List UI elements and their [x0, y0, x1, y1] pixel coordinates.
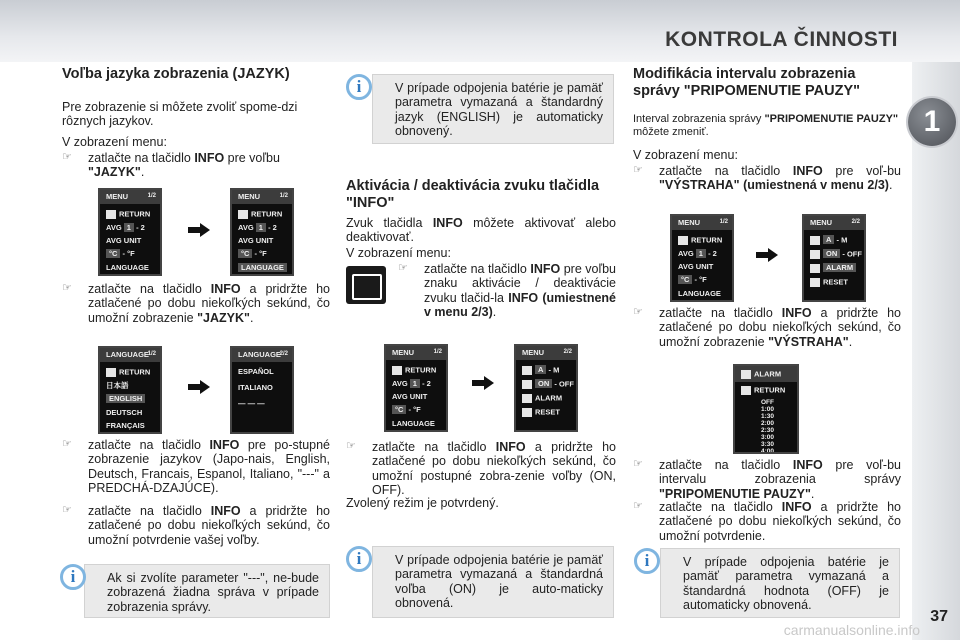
bullet-item: ☞ zatlačte na tlačidlo INFO pre voľbu "JAZYK".: [62, 151, 280, 180]
info-icon: i: [634, 548, 660, 574]
interval-option: 4:00: [761, 448, 775, 454]
chapter-strip: [912, 62, 960, 640]
hand-icon: ☞: [633, 306, 643, 318]
page-title: KONTROLA ČINNOSTI: [665, 28, 898, 51]
interval-option: OFF: [761, 399, 774, 406]
display-screen: LANGUAGE 2/2 ESPAÑOL ITALIANO — — —: [230, 346, 294, 434]
interval-option: 1:00: [761, 406, 775, 413]
info-box: V prípade odpojenia batérie je pamäť parametra vymazaná a štandardná voľba (ON) je auto-maticky obnovená.: [372, 546, 614, 618]
watermark: carmanualsonline.info: [783, 621, 920, 638]
info-box: V prípade odpojenia batérie je pamäť parametra vymazaná a štandardný jazyk (ENGLISH) je automaticky obnovený.: [372, 74, 614, 144]
arrow-right-icon: [472, 376, 494, 390]
bullet-item: ☞ zatlačte na tlačidlo INFO pre voľ-bu intervalu zobrazenia správy "PRIPOMENUTIE PAUZY".: [633, 458, 901, 501]
display-screen: MENU 2/2 A - M ON - OFF ALARM RESET: [802, 214, 866, 302]
menu-label: V zobrazení menu:: [346, 246, 451, 260]
hand-icon: ☞: [62, 438, 72, 450]
heading-sound: Aktivácia / deaktivácia zvuku tlačidla "INFO": [346, 178, 600, 211]
display-screen: MENU 1/2 RETURN AVG 1 - 2 AVG UNIT °C - °F LANGUAGE: [384, 344, 448, 432]
hand-icon: ☞: [62, 151, 72, 163]
hand-icon: ☞: [398, 262, 408, 274]
speaker-icon: [346, 266, 386, 304]
display-screen: ALARM RETURN OFF 1:00 1:30 2:00 2:30 3:00 3:30 4:00: [733, 364, 799, 454]
arrow-right-icon: [756, 248, 778, 262]
hand-icon: ☞: [633, 458, 643, 470]
display-screen: MENU 1/2 RETURN AVG 1 - 2 AVG UNIT °C - °F LANGUAGE: [98, 188, 162, 276]
info-box: Ak si zvolíte parameter "---", ne-bude zobrazená žiadna správa v prípade zobrazenia správy.: [84, 564, 330, 618]
interval-option: 3:00: [761, 434, 775, 441]
display-screen: MENU 1/2 RETURN AVG 1 - 2 AVG UNIT °C - °F LANGUAGE: [670, 214, 734, 302]
hand-icon: ☞: [346, 440, 356, 452]
bullet-item: ☞ zatlačte na tlačidlo INFO pre voľbu znaku aktivácie / deaktivácie zvuku tlačid-la INFO (umiestnené v menu 2/3).: [398, 262, 617, 320]
bullet-item: ☞ zatlačte na tlačidlo INFO pre voľ-bu "VÝSTRAHA" (umiestnená v menu 2/3).: [633, 164, 901, 193]
language-intro: Pre zobrazenie si môžete zvoliť spome-dzi rôznych jazykov.: [62, 100, 298, 129]
chapter-badge: 1: [908, 98, 956, 146]
hand-icon: ☞: [62, 282, 72, 294]
menu-label: V zobrazení menu:: [62, 135, 167, 149]
info-icon: i: [346, 74, 372, 100]
bullet-item: ☞ zatlačte na tlačidlo INFO a pridržte ho zatlačené po dobu niekoľkých sekúnd, čo umožní potvrdenie vašej voľby.: [62, 504, 330, 547]
hand-icon: ☞: [633, 500, 643, 512]
display-screen: LANGUAGE 1/2 RETURN 日本語 ENGLISH DEUTSCH FRANÇAIS: [98, 346, 162, 434]
interval-option: 1:30: [761, 413, 775, 420]
bullet-item: ☞ zatlačte na tlačidlo INFO a pridržte ho zatlačené po dobu niekoľkých sekúnd, čo umožní postupné zobra-zenie voľby (ON, OFF).: [346, 440, 616, 498]
heading-interval: Modifikácia intervalu zobrazenia správy "PRIPOMENUTIE PAUZY": [633, 66, 861, 99]
arrow-right-icon: [188, 223, 210, 237]
interval-option: 2:30: [761, 427, 775, 434]
info-box: V prípade odpojenia batérie je pamäť parametra vymazaná a štandardná hodnota (OFF) je automaticky obnovená.: [660, 548, 900, 618]
menu-label: V zobrazení menu:: [633, 148, 738, 162]
heading-language: Voľba jazyka zobrazenia (JAZYK): [62, 66, 290, 82]
hand-icon: ☞: [62, 504, 72, 516]
display-screen: MENU 2/2 A - M ON - OFF ALARM RESET: [514, 344, 578, 432]
page-number: 37: [930, 607, 948, 625]
info-icon: i: [60, 564, 86, 590]
interval-option: 2:00: [761, 420, 775, 427]
bullet-item: ☞ zatlačte na tlačidlo INFO a pridržte ho zatlačené po dobu niekoľkých sekúnd, čo umožní potvrdenie.: [633, 500, 901, 543]
bullet-item: ☞ zatlačte na tlačidlo INFO a pridržte ho zatlačené po dobu niekoľkých sekúnd, čo umožní zobrazenie "JAZYK".: [62, 282, 330, 325]
sound-intro: Zvuk tlačidla INFO môžete aktivovať alebo deaktivovať.: [346, 216, 616, 245]
bullet-item: ☞ zatlačte na tlačidlo INFO pre po-stupné zobrazenie jazykov (Japo-nais, English, Deutsch, Francais, Espanol, Italiano, "---" a PREDCHÁ-DZAJÚCE).: [62, 438, 331, 496]
display-screen: MENU 1/2 RETURN AVG 1 - 2 AVG UNIT °C - °F LANGUAGE: [230, 188, 294, 276]
arrow-right-icon: [188, 380, 210, 394]
bullet-item: ☞ zatlačte na tlačidlo INFO a pridržte ho zatlačené po dobu niekoľkých sekúnd, čo umožní zobrazenie "VÝSTRAHA".: [633, 306, 901, 349]
info-icon: i: [346, 546, 372, 572]
interval-option: 3:30: [761, 441, 775, 448]
interval-intro: Interval zobrazenia správy "PRIPOMENUTIE PAUZY" môžete zmeniť.: [633, 113, 899, 138]
header-bar: [0, 0, 960, 62]
hand-icon: ☞: [633, 164, 643, 176]
confirm-text: Zvolený režim je potvrdený.: [346, 496, 499, 510]
